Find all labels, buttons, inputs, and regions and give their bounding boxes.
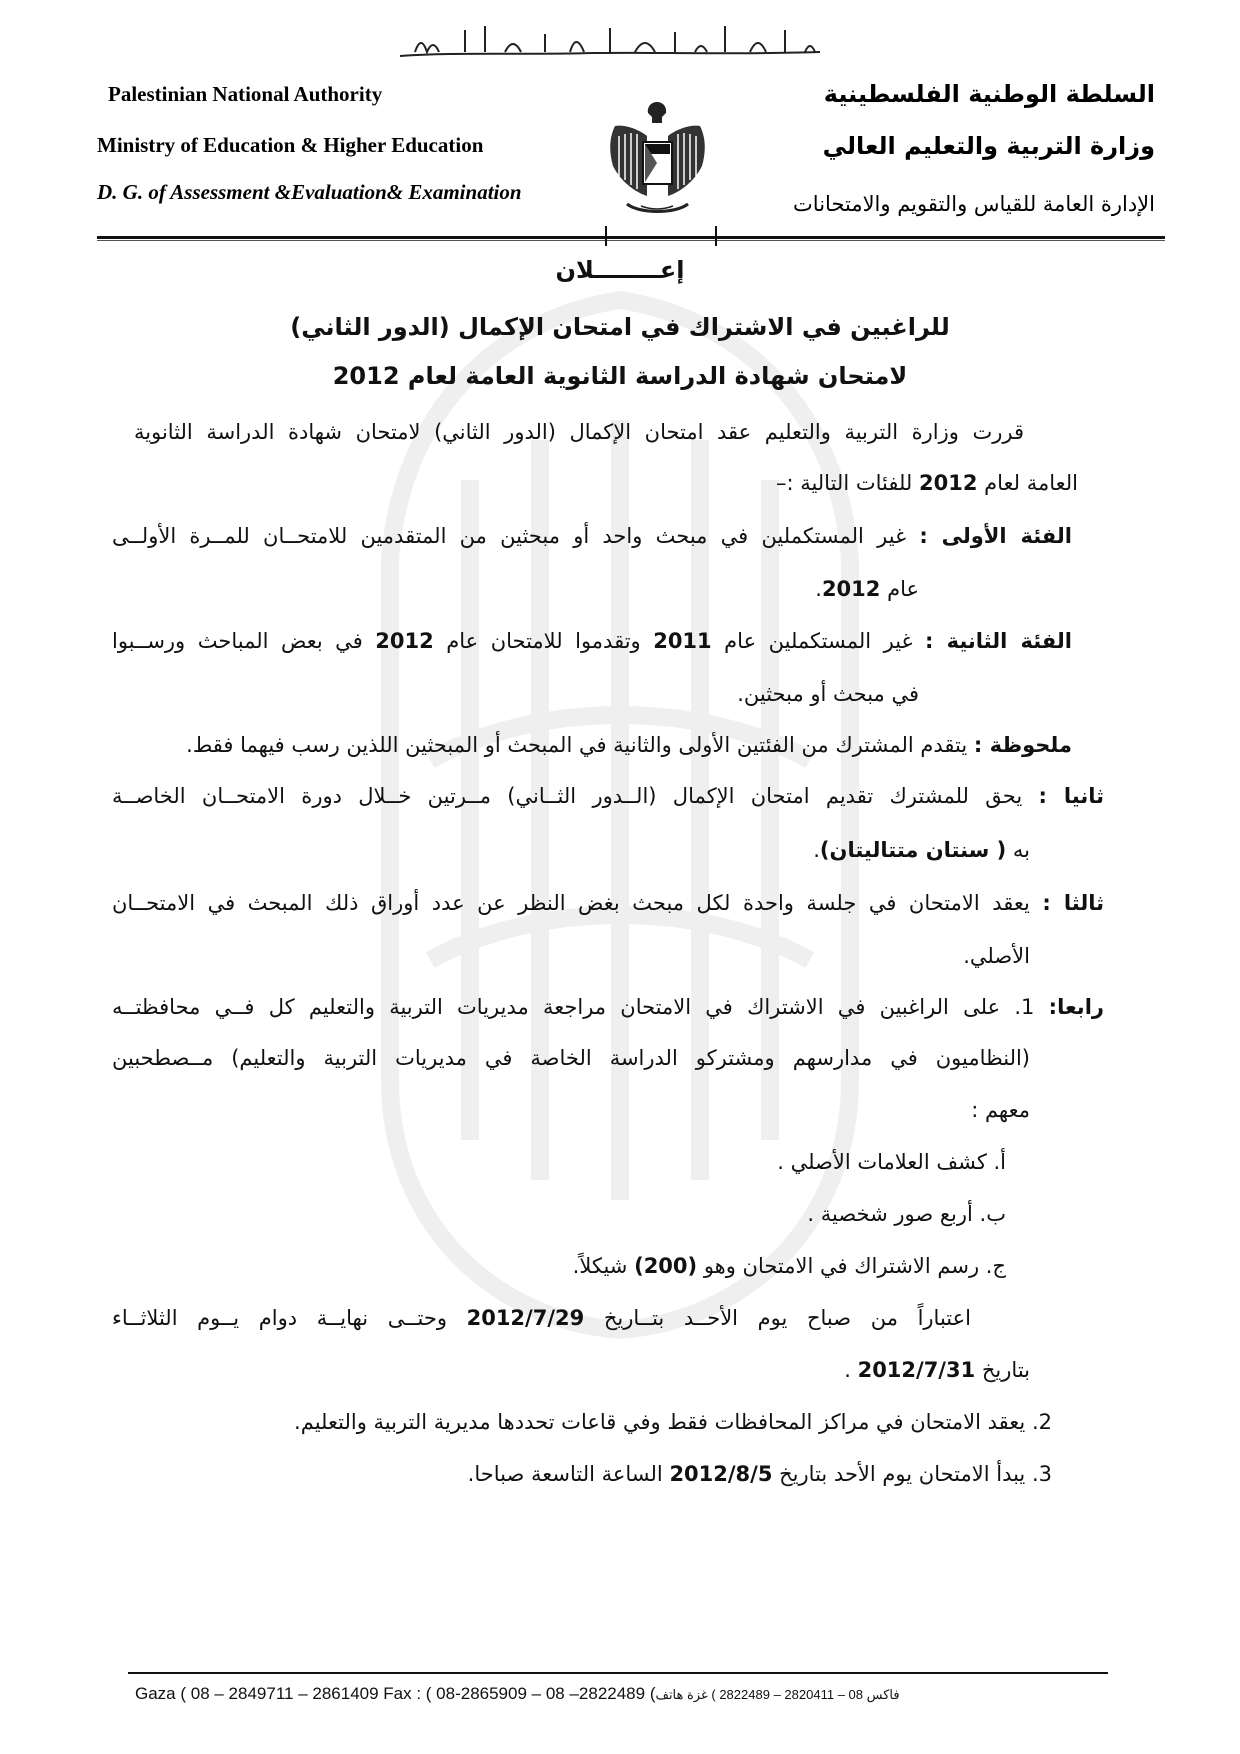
header-ar-department: الإدارة العامة للقياس والتقويم والامتحانات xyxy=(793,192,1155,216)
requirement-item-c: ج. رسم الاشتراك في الامتحان وهو (200) شيكلاً. xyxy=(572,1254,1006,1278)
basmala-calligraphy xyxy=(395,22,825,64)
third-line-1: ثالثا : يعقد الامتحان في جلسة واحدة لكل مبحث بغض النظر عن عدد أوراق ذلك المبحث في الامتحــان xyxy=(112,891,1104,915)
footer-contact-ar: فاكس 08 – 2820411 – 2822489 ) غزة هاتف xyxy=(655,1687,904,1702)
fourth-line-3: معهم : xyxy=(971,1098,1030,1122)
second-line-1: ثانيا : يحق للمشترك تقديم امتحان الإكمال (الــدور الثــاني) مــرتين خــلال دورة الامتحــان الخاصــة xyxy=(112,784,1105,808)
eagle-emblem-icon xyxy=(605,96,710,224)
header-en-authority: Palestinian National Authority xyxy=(108,82,383,106)
header-en-department: D. G. of Assessment &Evaluation& Examination xyxy=(97,180,522,204)
registration-period-line-2: بتاريخ 2012/7/31 . xyxy=(844,1358,1030,1382)
requirement-item-a: أ. كشف العلامات الأصلي . xyxy=(777,1150,1006,1174)
header-divider-thin xyxy=(97,240,1165,241)
category-2-line-1: الفئة الثانية : غير المستكملين عام 2011 وتقدموا للامتحان عام 2012 في بعض المباحث ورســبوا xyxy=(112,629,1073,653)
fourth-line-2: (النظاميون في مدارسهم ومشتركو الدراسة الخاصة في مديريات التربية والتعليم) مــصطحبين xyxy=(112,1046,1030,1070)
header-en-ministry: Ministry of Education & Higher Education xyxy=(97,133,484,157)
second-line-2: به ( سنتان متتاليتان). xyxy=(813,838,1030,862)
footer-contact xyxy=(135,1684,1105,1704)
point-3: 3. يبدأ الامتحان يوم الأحد بتاريخ 2012/8/5 الساعة التاسعة صباحا. xyxy=(467,1462,1052,1486)
point-2: 2. يعقد الامتحان في مراكز المحافظات فقط وفي قاعات تحددها مديرية التربية والتعليم. xyxy=(294,1410,1052,1434)
fourth-line-1: رابعا: 1. على الراغبين في الاشتراك في الامتحان مراجعة مديريات التربية والتعليم كل فــي محافظتــه xyxy=(112,995,1104,1019)
footer-divider xyxy=(128,1672,1108,1674)
category-2-line-2: في مبحث أو مبحثين. xyxy=(737,682,919,706)
registration-period-line-1: اعتباراً من صباح يوم الأحــد بتــاريخ 2012/7/29 وحتــى نهايــة دوام يــوم الثلاثــاء xyxy=(112,1306,971,1330)
header-ar-authority: السلطة الوطنية الفلسطينية xyxy=(823,80,1155,108)
header-divider-tick xyxy=(605,226,607,246)
announcement-title: إعــــــــلان xyxy=(555,256,685,284)
header-ar-ministry: وزارة التربية والتعليم العالي xyxy=(822,132,1155,160)
announcement-subtitle-year: لامتحان شهادة الدراسة الثانوية العامة لعام 2012 xyxy=(332,362,908,390)
header-divider-tick xyxy=(715,226,717,246)
note-line: ملحوظة : يتقدم المشترك من الفئتين الأولى والثانية في المبحث أو المبحثين اللذين رسب فيهما فقط. xyxy=(186,733,1072,757)
third-line-2: الأصلي. xyxy=(963,944,1030,968)
intro-line-2: العامة لعام 2012 للفئات التالية :– xyxy=(775,471,1078,495)
announcement-subtitle: للراغبين في الاشتراك في امتحان الإكمال (الدور الثاني) xyxy=(290,313,950,341)
footer-contact-en: Gaza ( 08 – 2849711 – 2861409 Fax : ( 08-2865909 – 08 –2822489 ( xyxy=(135,1684,656,1703)
category-1-line-2: عام 2012. xyxy=(815,577,919,601)
requirement-item-b: ب. أربع صور شخصية . xyxy=(807,1202,1006,1226)
intro-line-1: قررت وزارة التربية والتعليم عقد امتحان الإكمال (الدور الثاني) لامتحان شهادة الدراسة الثانوية xyxy=(134,420,1024,444)
category-1-line-1: الفئة الأولى : غير المستكملين في مبحث واحد أو مبحثين من المتقدمين للامتحــان للمــرة الأولــى xyxy=(112,524,1073,548)
header-divider xyxy=(97,236,1165,239)
